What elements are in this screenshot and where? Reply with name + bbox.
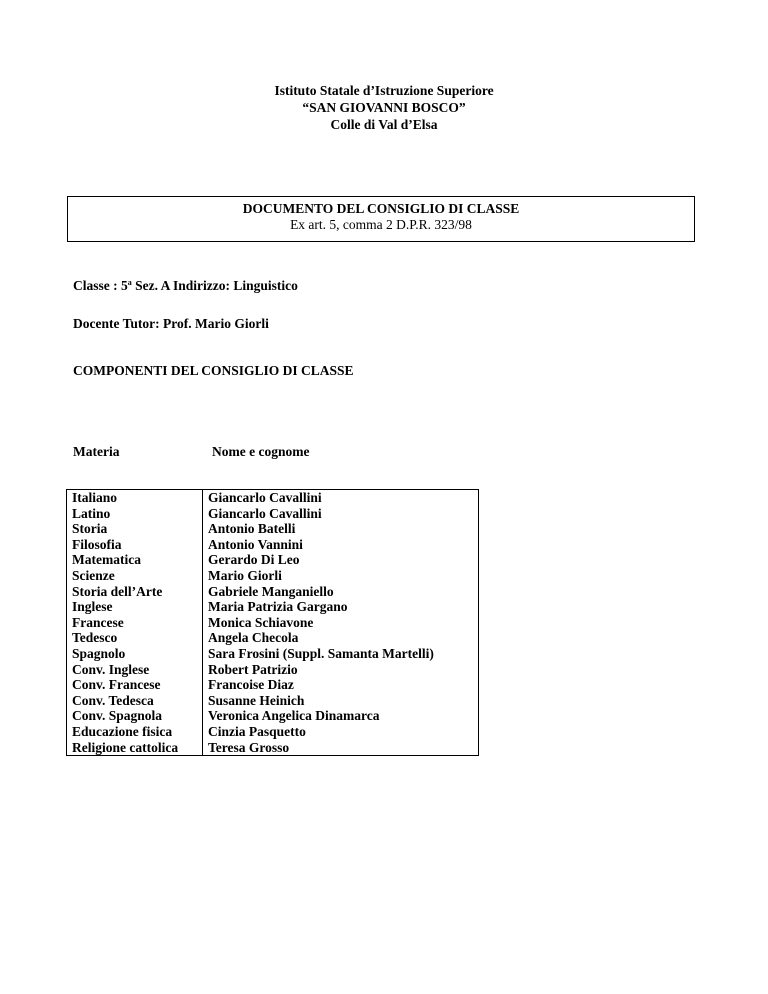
- teacher-name-cell: Mario Giorli: [203, 568, 479, 584]
- teacher-name-cell: Monica Schiavone: [203, 615, 479, 631]
- table-row: [67, 521, 479, 537]
- table-row: [67, 568, 479, 584]
- table-row: [67, 708, 479, 724]
- table-row: [67, 740, 479, 756]
- subject-cell: Scienze: [67, 568, 203, 584]
- table-row: [67, 615, 479, 631]
- subject-cell: Educazione fisica: [67, 724, 203, 740]
- table-row: [67, 646, 479, 662]
- teacher-name-cell: Veronica Angelica Dinamarca: [203, 708, 479, 724]
- teacher-name-cell: Teresa Grosso: [203, 740, 479, 756]
- class-info: [73, 277, 298, 294]
- subject-cell: Conv. Inglese: [67, 662, 203, 678]
- document-title: DOCUMENTO DEL CONSIGLIO DI CLASSE: [242, 201, 520, 216]
- school-header: [0, 82, 768, 133]
- teacher-name-cell: Cinzia Pasquetto: [203, 724, 479, 740]
- table-row: [67, 677, 479, 693]
- table-row: [67, 584, 479, 600]
- table-row: [67, 630, 479, 646]
- teacher-name-cell: Antonio Batelli: [203, 521, 479, 537]
- subject-cell: Storia: [67, 521, 203, 537]
- subject-cell: Tedesco: [67, 630, 203, 646]
- document-reference: Ex art. 5, comma 2 D.P.R. 323/98: [290, 217, 472, 232]
- teacher-name-cell: Giancarlo Cavallini: [203, 490, 479, 506]
- section-title: COMPONENTI DEL CONSIGLIO DI CLASSE: [73, 363, 354, 378]
- tutor-line: Docente Tutor: Prof. Mario Giorli: [73, 316, 269, 331]
- subject-cell: Storia dell’Arte: [67, 584, 203, 600]
- table-row: [67, 506, 479, 522]
- subject-cell: Francese: [67, 615, 203, 631]
- column-header-subject: Materia: [73, 444, 120, 459]
- teacher-name-cell: Gabriele Manganiello: [203, 584, 479, 600]
- table-row: [67, 599, 479, 615]
- teacher-name-cell: Giancarlo Cavallini: [203, 506, 479, 522]
- class-info-suffix: Sez. A Indirizzo: Linguistico: [131, 278, 298, 293]
- school-location: Colle di Val d’Elsa: [330, 117, 438, 132]
- subject-cell: Religione cattolica: [67, 740, 203, 756]
- council-members-body: [67, 490, 479, 756]
- table-row: [67, 724, 479, 740]
- subject-cell: Inglese: [67, 599, 203, 615]
- table-row: [67, 662, 479, 678]
- table-row: [67, 552, 479, 568]
- class-info-superscript: a: [127, 278, 132, 287]
- teacher-name-cell: Gerardo Di Leo: [203, 552, 479, 568]
- subject-cell: Latino: [67, 506, 203, 522]
- column-header-name: Nome e cognome: [212, 444, 310, 459]
- subject-cell: Filosofia: [67, 537, 203, 553]
- teacher-name-cell: Antonio Vannini: [203, 537, 479, 553]
- table-row: [67, 693, 479, 709]
- class-info-prefix: Classe : 5: [73, 278, 128, 293]
- school-type: Istituto Statale d’Istruzione Superiore: [274, 83, 494, 98]
- teacher-name-cell: Francoise Diaz: [203, 677, 479, 693]
- teacher-name-cell: Sara Frosini (Suppl. Samanta Martelli): [203, 646, 479, 662]
- subject-cell: Matematica: [67, 552, 203, 568]
- teacher-name-cell: Maria Patrizia Gargano: [203, 599, 479, 615]
- teacher-name-cell: Angela Checola: [203, 630, 479, 646]
- subject-cell: Spagnolo: [67, 646, 203, 662]
- teacher-name-cell: Susanne Heinich: [203, 693, 479, 709]
- table-row: [67, 537, 479, 553]
- subject-cell: Italiano: [67, 490, 203, 506]
- document-title-box: [67, 196, 695, 242]
- teacher-name-cell: Robert Patrizio: [203, 662, 479, 678]
- subject-cell: Conv. Tedesca: [67, 693, 203, 709]
- council-members-table: [66, 489, 479, 756]
- subject-cell: Conv. Francese: [67, 677, 203, 693]
- subject-cell: Conv. Spagnola: [67, 708, 203, 724]
- school-name: “SAN GIOVANNI BOSCO”: [302, 100, 466, 115]
- table-row: [67, 490, 479, 506]
